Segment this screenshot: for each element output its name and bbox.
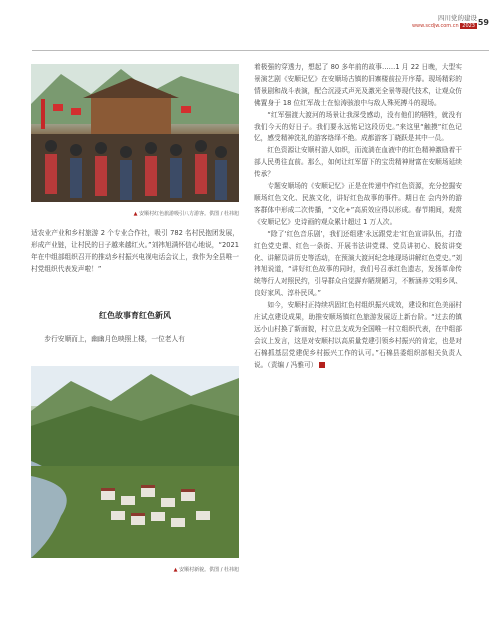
right-column (254, 62, 462, 372)
village-aerial-photo (31, 366, 239, 558)
photo-illustration (31, 64, 239, 202)
magazine-title: 四川党的建设 (438, 14, 477, 22)
year-badge: 2023 (462, 23, 475, 29)
running-header (412, 14, 477, 30)
left-column (31, 228, 239, 276)
bottom-caption-text: 安顺村新貌。供图 / 杜祎旭 (179, 567, 239, 573)
aerial-illustration (31, 366, 239, 558)
section-subheading: 红色故事育红色新风 (99, 311, 171, 320)
right-para-5: “除了‘红色音乐剧’，我们还组建‘永远跟党走’红色宣讲队伍，打造红色党史课、红色一条街、开展书法讲党课、党员讲初心、脱贫讲变化、讲解员讲历史等活动，在预演大渡河纪念地现场讲解红色党史。”刘祎旭说道，“讲好红色故事的同时，我们号召承红色遗志，发扬革命传统等行人对照民约，引导群众自觉摒弃陋规陋习，不断涵养文明乡风、良好家风、淳朴民风。” (254, 229, 462, 298)
header-url-line (412, 22, 477, 30)
right-para-1: 着极强的穿透力，想起了 80 多年前的故事……1 月 22 日晚，大型实景演艺剧《安顺记忆》在安顺场古镇的旧寨楼前拉开序幕。现场精彩的情景剧和战斗表演，配合沉浸式声光及激光全景等现代技术，让观众仿佛置身于 18 位红军战士在惊涛骇浪中与敌人殊死搏斗的现场。 (254, 63, 462, 107)
right-para-6-text: 如今，安顺村正持续巩固红色村组织振兴成效，建设和红色美丽村庄试点建设成果，助推安顺场镇红色旅游发展迈上新台阶。“过去的镇远小山村换了新面貌，村立总支成为全国唯一村立组织代表，在中组部会议上发言，这是对安顺村以高质量党建引领乡村振兴的肯定，也是对石棉抓基层党建促乡村振兴工作的认可。”石棉县委组织部相关负责人说。（责编 / 冯雅可） (254, 301, 462, 369)
left-column-bottom (31, 334, 239, 346)
page-number: 59 (477, 18, 489, 27)
left-para-1: 适农业产业和乡村旅游 2 个专业合作社，吸引 782 名村民抱团发展，形成产业链，让村民的日子越来越红火。”刘祎旭满怀信心地说，“2021 年在中组部组织召开的推动乡村振兴电视电话会议上，我作为全县唯一村党组织代表发声啦！” (31, 229, 239, 273)
right-para-2: “红军强渡大渡河的场景让我深受感动，没有他们的牺牲，就没有我们今天的好日子。我们要永远铭记这段历史。”来这里“触摸”红色记忆，感受精神洗礼的游客络绎不绝。成都游客丁晓跃是其中一员。 (254, 110, 462, 143)
right-para-3: 红色资源让安顺村游人如织，而流淌在血液中的红色精神激励着干部人民勇往直前。那么，如何让红军留下的宝贵精神财富在安顺场延续传承？ (254, 146, 462, 179)
header-rule (32, 50, 489, 51)
magazine-url: www.scdjw.com.cn (411, 23, 459, 29)
right-para-4: 专题安顺场的《安顺记忆》正是在传递中作红色资源，充分挖掘安顺场红色文化、民族文化，讲好红色故事的事件。期日在 会内外的游客群体中形成二次传播，“文化+”高质效应得以形成。春节期间，观赏《安顺记忆》史诗画的观众累计超过 1 万人次。 (254, 182, 462, 226)
caption-triangle-icon: ▲ (133, 211, 138, 217)
top-photo-caption (31, 210, 239, 217)
caption-triangle-icon-2: ▲ (173, 567, 178, 573)
village-tourists-photo (31, 64, 239, 202)
bottom-photo-caption (31, 566, 239, 573)
left-para-2: 步行安顺而上，幽幽月色映照上楼，一位老人有 (44, 335, 185, 343)
top-caption-text: 安顺村红色旅游吸引八方游客。供图 / 杜祎旭 (139, 211, 239, 217)
article-end-mark-icon (319, 362, 325, 368)
right-para-6 (254, 300, 462, 371)
